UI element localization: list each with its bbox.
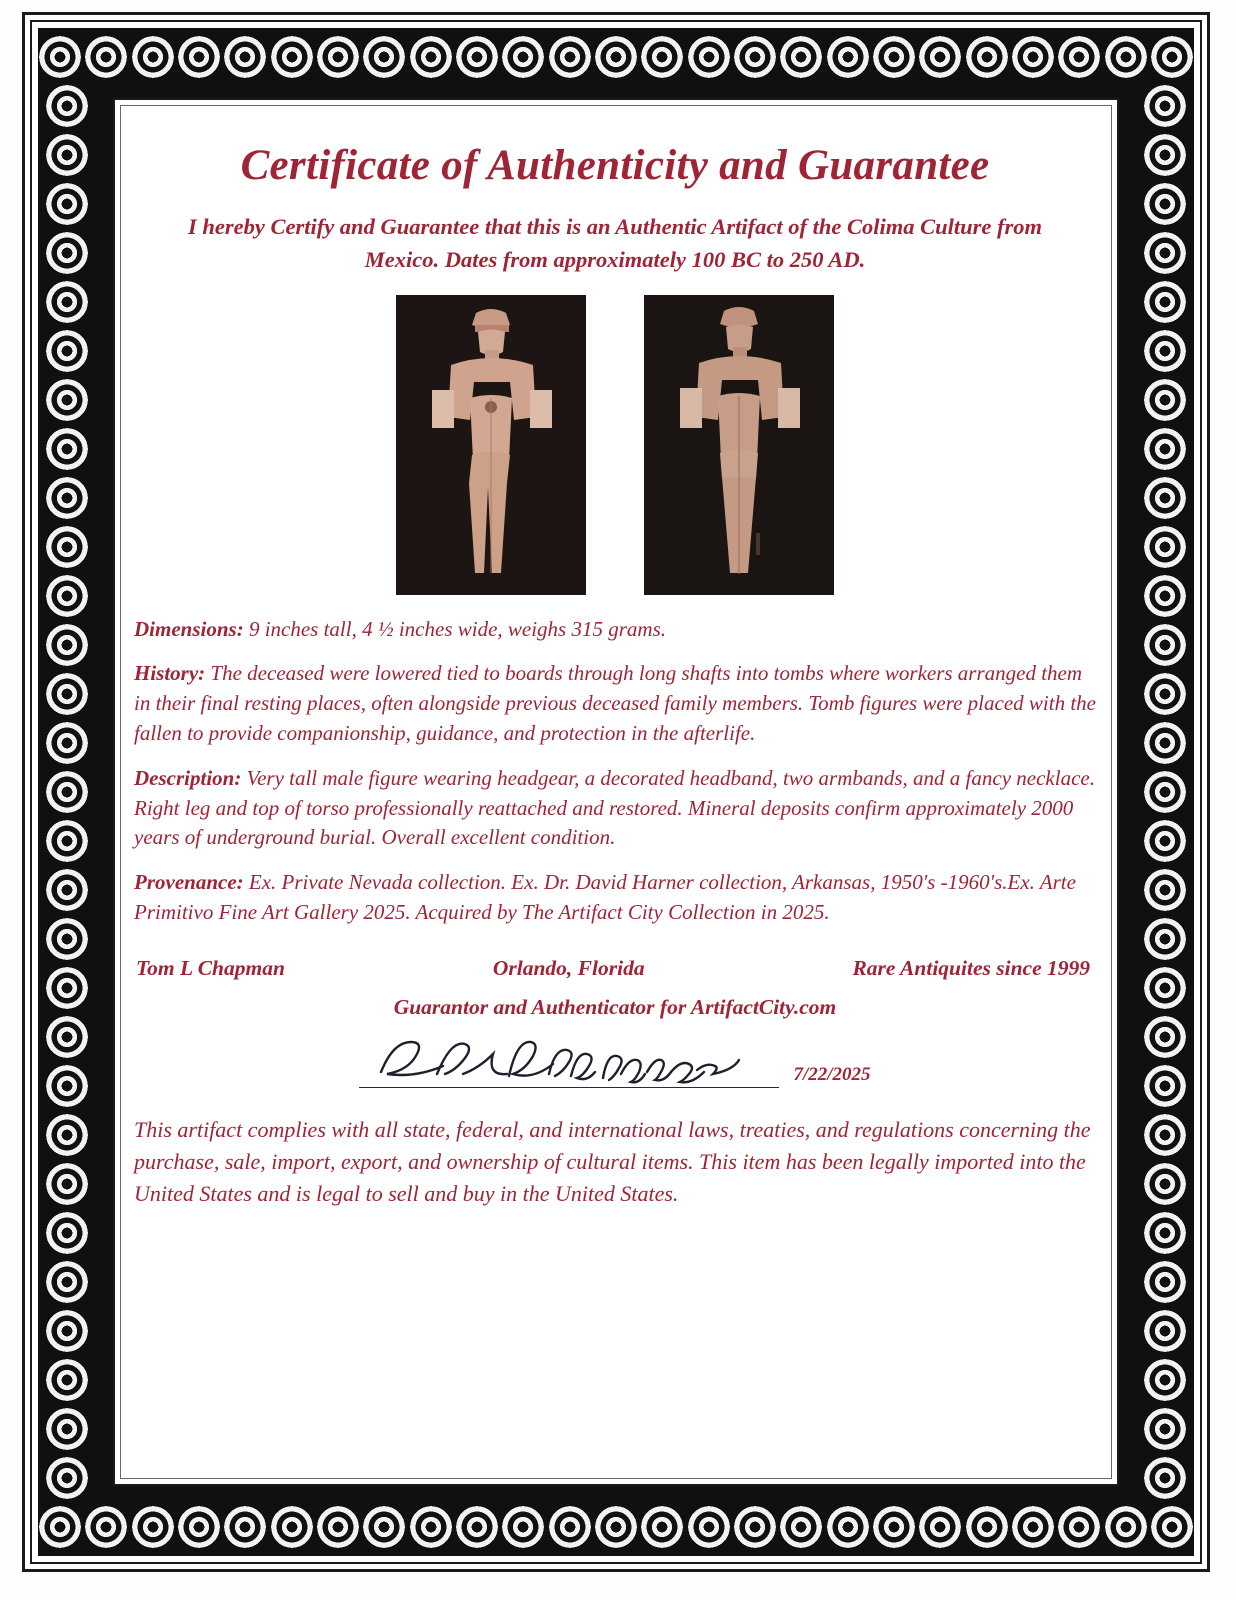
frame-ring-icon — [1144, 624, 1186, 666]
page-title: Certificate of Authenticity and Guarantee — [240, 142, 990, 189]
frame-ring-icon — [317, 1506, 359, 1548]
frame-ring-icon — [1144, 134, 1186, 176]
frame-ring-icon — [1144, 575, 1186, 617]
section-history-label: History: — [134, 661, 206, 686]
frame-rings-left — [39, 85, 95, 1499]
frame-ring-icon — [1144, 820, 1186, 862]
frame-ring-icon — [224, 36, 266, 78]
frame-ring-icon — [1144, 330, 1186, 372]
frame-ring-icon — [1144, 967, 1186, 1009]
frame-ring-icon — [1144, 232, 1186, 274]
frame-rings-bottom — [39, 1499, 1193, 1555]
frame-ring-icon — [1144, 918, 1186, 960]
frame-ring-icon — [641, 1506, 683, 1548]
signer-name: Tom L Chapman — [136, 955, 285, 980]
frame-ring-icon — [46, 1065, 88, 1107]
frame-ring-icon — [46, 526, 88, 568]
frame-rings-right — [1137, 85, 1193, 1499]
frame-ring-icon — [780, 1506, 822, 1548]
frame-ring-icon — [919, 1506, 961, 1548]
frame-ring-icon — [595, 36, 637, 78]
frame-ring-icon — [46, 1310, 88, 1352]
frame-ring-icon — [132, 1506, 174, 1548]
section-description-text: Very tall male figure wearing headgear, a decorated headband, two armbands, and a fancy necklace. Right leg and top of torso professionally reattached and restored. Mineral deposits confirm approximately 2000 years of underground burial. Overall excellent condition. — [134, 765, 1095, 850]
frame-ring-icon — [1144, 673, 1186, 715]
signer-line — [134, 956, 1096, 981]
signature-date: 7/22/2025 — [793, 1063, 871, 1085]
frame-ring-icon — [132, 36, 174, 78]
frame-ring-icon — [39, 36, 81, 78]
frame-ring-icon — [919, 36, 961, 78]
frame-ring-icon — [1144, 1065, 1186, 1107]
frame-ring-icon — [1058, 36, 1100, 78]
section-history-text: The deceased were lowered tied to boards through long shafts into tombs where workers arranged them in their final resting places, often alongside previous deceased family members. Tomb figures were placed with the fallen to provide companionship, guidance, and protection in the afterlife. — [134, 661, 1096, 745]
frame-ring-icon — [1144, 85, 1186, 127]
frame-ring-icon — [46, 134, 88, 176]
frame-ring-icon — [46, 1114, 88, 1156]
frame-ring-icon — [85, 36, 127, 78]
artifact-front-view — [396, 295, 586, 595]
frame-ring-icon — [734, 36, 776, 78]
section-dimensions-text: 9 inches tall, 4 ½ inches wide, weighs 315 grams. — [243, 616, 666, 641]
frame-ring-icon — [410, 1506, 452, 1548]
frame-ring-icon — [688, 1506, 730, 1548]
frame-ring-icon — [502, 36, 544, 78]
frame-ring-icon — [271, 1506, 313, 1548]
frame-ring-icon — [46, 428, 88, 470]
frame-ring-icon — [271, 36, 313, 78]
frame-ring-icon — [46, 1016, 88, 1058]
section-dimensions-label: Dimensions: — [134, 616, 244, 641]
frame-ring-icon — [224, 1506, 266, 1548]
certificate-content — [110, 96, 1120, 1496]
frame-ring-icon — [1144, 1212, 1186, 1254]
frame-ring-icon — [85, 1506, 127, 1548]
frame-ring-icon — [1012, 1506, 1054, 1548]
frame-ring-icon — [178, 1506, 220, 1548]
frame-ring-icon — [1058, 1506, 1100, 1548]
frame-ring-icon — [780, 36, 822, 78]
frame-ring-icon — [46, 918, 88, 960]
signature-row — [134, 1030, 1096, 1092]
signature-line — [359, 1087, 779, 1088]
frame-ring-icon — [1144, 1261, 1186, 1303]
frame-ring-icon — [549, 36, 591, 78]
frame-ring-icon — [873, 1506, 915, 1548]
frame-ring-icon — [827, 1506, 869, 1548]
frame-ring-icon — [46, 673, 88, 715]
frame-ring-icon — [1144, 771, 1186, 813]
frame-ring-icon — [1144, 526, 1186, 568]
frame-ring-icon — [734, 1506, 776, 1548]
frame-ring-icon — [456, 1506, 498, 1548]
section-provenance — [134, 868, 1096, 928]
frame-ring-icon — [46, 1359, 88, 1401]
frame-ring-icon — [1012, 36, 1054, 78]
frame-ring-icon — [46, 869, 88, 911]
frame-ring-icon — [1144, 1359, 1186, 1401]
frame-ring-icon — [410, 36, 452, 78]
frame-ring-icon — [827, 36, 869, 78]
frame-ring-icon — [46, 281, 88, 323]
frame-ring-icon — [966, 36, 1008, 78]
frame-ring-icon — [1105, 36, 1147, 78]
frame-ring-icon — [1144, 1408, 1186, 1450]
section-provenance-label: Provenance: — [134, 870, 244, 895]
frame-ring-icon — [363, 36, 405, 78]
frame-ring-icon — [1144, 379, 1186, 421]
frame-ring-icon — [1144, 869, 1186, 911]
artifact-photos — [134, 295, 1096, 595]
section-description — [134, 764, 1096, 853]
legal-statement: This artifact complies with all state, federal, and international laws, treaties, and regulations concerning the purchase, sale, import, export, and ownership of cultural items. This item has been legally imported into the United States and is legal to sell and buy in the United States. — [134, 1116, 1091, 1206]
frame-ring-icon — [1144, 1163, 1186, 1205]
frame-ring-icon — [46, 1261, 88, 1303]
frame-ring-icon — [46, 183, 88, 225]
frame-ring-icon — [39, 1506, 81, 1548]
signer-role: Guarantor and Authenticator for ArtifactCity.com — [393, 994, 837, 1019]
frame-ring-icon — [1144, 1114, 1186, 1156]
frame-ring-icon — [1151, 1506, 1193, 1548]
frame-ring-icon — [1144, 1016, 1186, 1058]
frame-ring-icon — [46, 575, 88, 617]
frame-ring-icon — [46, 820, 88, 862]
frame-ring-icon — [1105, 1506, 1147, 1548]
signature-block — [134, 956, 1096, 1092]
frame-ring-icon — [502, 1506, 544, 1548]
signer-tagline: Rare Antiquites since 1999 — [852, 955, 1090, 980]
frame-ring-icon — [1144, 183, 1186, 225]
frame-ring-icon — [46, 1212, 88, 1254]
frame-ring-icon — [46, 85, 88, 127]
frame-ring-icon — [46, 722, 88, 764]
section-provenance-text: Ex. Private Nevada collection. Ex. Dr. David Harner collection, Arkansas, 1950's -1960's.Ex. Arte Primitivo Fine Art Gallery 2025. Acquired by The Artifact City Collection in 2025. — [134, 870, 1076, 925]
frame-ring-icon — [1144, 1457, 1186, 1499]
frame-ring-icon — [1151, 36, 1193, 78]
frame-ring-icon — [1144, 477, 1186, 519]
frame-ring-icon — [46, 477, 88, 519]
frame-ring-icon — [178, 36, 220, 78]
frame-ring-icon — [641, 36, 683, 78]
frame-ring-icon — [46, 330, 88, 372]
frame-ring-icon — [966, 1506, 1008, 1548]
section-history — [134, 659, 1096, 748]
frame-ring-icon — [1144, 722, 1186, 764]
frame-ring-icon — [456, 36, 498, 78]
frame-ring-icon — [688, 36, 730, 78]
frame-ring-icon — [317, 36, 359, 78]
frame-ring-icon — [1144, 281, 1186, 323]
frame-ring-icon — [873, 36, 915, 78]
frame-ring-icon — [1144, 1310, 1186, 1352]
frame-ring-icon — [46, 232, 88, 274]
frame-ring-icon — [46, 1408, 88, 1450]
frame-ring-icon — [46, 379, 88, 421]
frame-ring-icon — [46, 1163, 88, 1205]
frame-ring-icon — [46, 771, 88, 813]
certification-statement: I hereby Certify and Guarantee that this is an Authentic Artifact of the Colima Culture from Mexico. Dates from approximately 100 BC to 250 AD. — [187, 214, 1043, 272]
frame-ring-icon — [549, 1506, 591, 1548]
signature-area — [359, 1030, 779, 1092]
signer-location: Orlando, Florida — [492, 955, 645, 980]
frame-ring-icon — [595, 1506, 637, 1548]
frame-rings-top — [39, 29, 1193, 85]
artifact-back-view — [644, 295, 834, 595]
frame-ring-icon — [46, 1457, 88, 1499]
section-description-label: Description: — [134, 765, 242, 790]
frame-ring-icon — [363, 1506, 405, 1548]
frame-ring-icon — [46, 624, 88, 666]
section-dimensions — [134, 615, 1096, 645]
frame-ring-icon — [1144, 428, 1186, 470]
frame-ring-icon — [46, 967, 88, 1009]
